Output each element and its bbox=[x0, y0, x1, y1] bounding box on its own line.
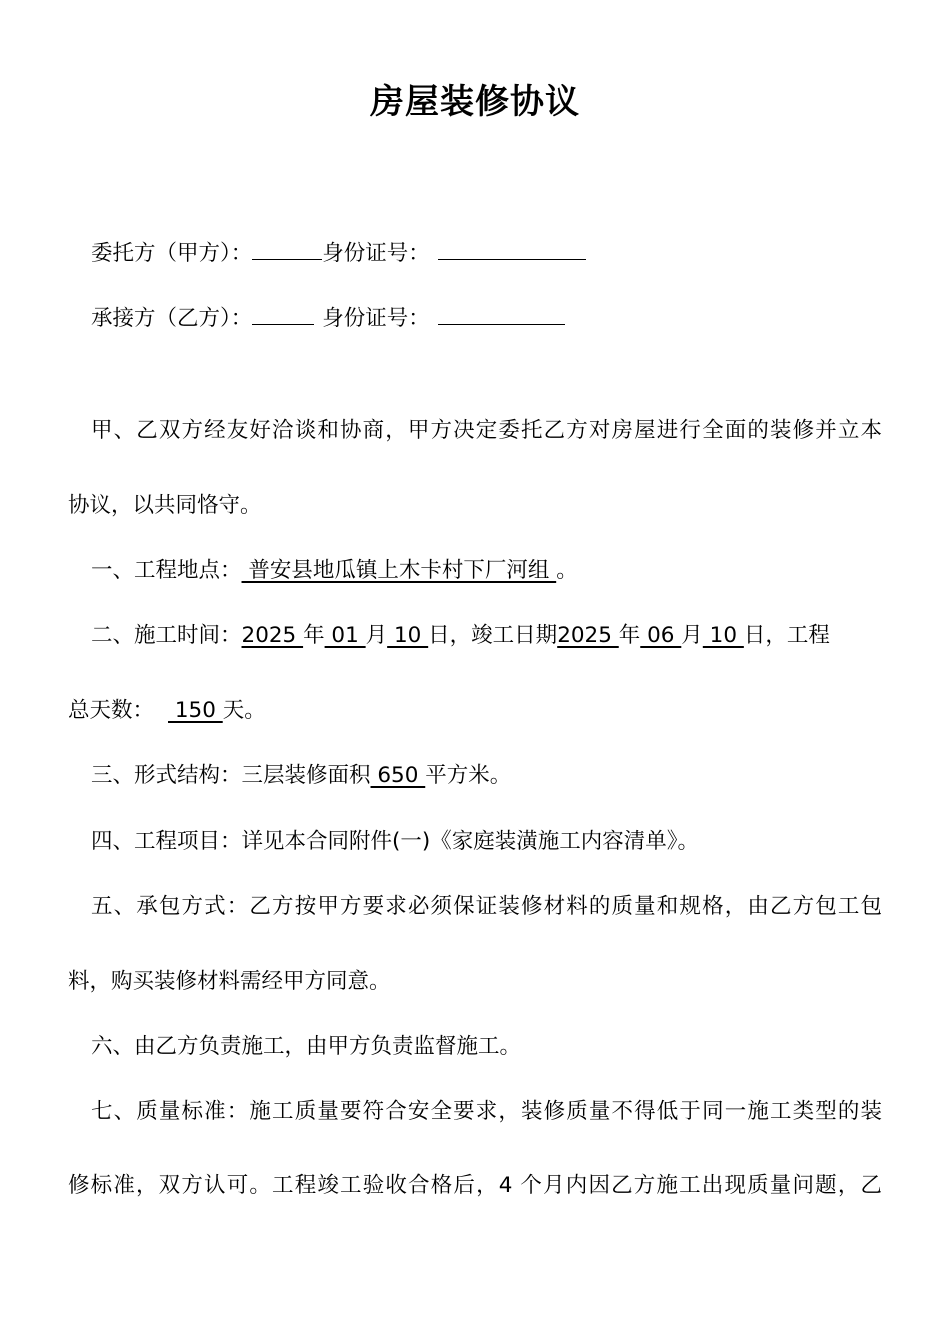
clause-1-prefix: 一、工程地点： bbox=[91, 558, 242, 583]
party-b-id-blank[interactable] bbox=[438, 302, 565, 325]
end-day: 10 bbox=[702, 623, 744, 648]
end-year: 2025 bbox=[557, 623, 619, 648]
end-month-unit: 月 bbox=[681, 623, 703, 648]
party-a-id-blank[interactable] bbox=[438, 237, 586, 260]
party-b-line bbox=[91, 302, 565, 333]
clause-5-line-2: 料，购买装修材料需经甲方同意。 bbox=[68, 969, 391, 994]
total-days-label: 总天数： bbox=[68, 698, 155, 723]
start-day-unit: 日，竣工日期 bbox=[428, 623, 558, 648]
clause-1-suffix: 。 bbox=[556, 558, 578, 583]
clause-7-line-2: 修标准，双方认可。工程竣工验收合格后，4 个月内因乙方施工出现质量问题，乙 bbox=[68, 1173, 882, 1198]
clause-6-supervision: 六、由乙方负责施工，由甲方负责监督施工。 bbox=[91, 1034, 522, 1059]
end-month: 06 bbox=[640, 623, 682, 648]
clause-1-location bbox=[91, 557, 578, 585]
party-a-line bbox=[91, 237, 586, 268]
party-a-id-label: 身份证号： bbox=[322, 241, 430, 266]
clause-3-structure bbox=[91, 762, 511, 790]
party-b-id-label: 身份证号： bbox=[322, 306, 430, 331]
clause-3-suffix: 平方米。 bbox=[425, 763, 512, 788]
party-b-name-blank[interactable] bbox=[252, 302, 314, 325]
clause-3-prefix: 三、形式结构：三层装修面积 bbox=[91, 763, 371, 788]
clause-2-days bbox=[68, 697, 266, 725]
party-a-name-blank[interactable] bbox=[252, 237, 322, 260]
end-day-unit: 日，工程 bbox=[743, 623, 830, 648]
location-value: 普安县地瓜镇上木卡村下厂河组 bbox=[241, 558, 557, 583]
total-days-value: 150 bbox=[168, 698, 223, 723]
clause-2-time bbox=[91, 622, 882, 650]
party-b-label: 承接方（乙方）： bbox=[91, 306, 253, 331]
clause-4-items: 四、工程项目：详见本合同附件(一)《家庭装潢施工内容清单》。 bbox=[91, 829, 700, 854]
start-year-unit: 年 bbox=[303, 623, 325, 648]
total-days-unit: 天。 bbox=[222, 698, 266, 723]
start-month-unit: 月 bbox=[365, 623, 388, 648]
start-year: 2025 bbox=[241, 623, 304, 648]
start-month: 01 bbox=[324, 623, 366, 648]
party-a-label: 委托方（甲方）： bbox=[91, 241, 253, 266]
intro-line-1: 甲、乙双方经友好洽谈和协商，甲方决定委托乙方对房屋进行全面的装修并立本 bbox=[91, 418, 882, 443]
document-title: 房屋装修协议 bbox=[370, 82, 580, 122]
clause-2-prefix: 二、施工时间： bbox=[91, 623, 242, 648]
end-year-unit: 年 bbox=[618, 623, 641, 648]
start-day: 10 bbox=[387, 623, 429, 648]
clause-5-line-1: 五、承包方式：乙方按甲方要求必须保证装修材料的质量和规格，由乙方包工包 bbox=[91, 894, 882, 919]
intro-line-2: 协议，以共同恪守。 bbox=[68, 493, 262, 518]
area-value: 650 bbox=[370, 763, 426, 788]
clause-7-line-1: 七、质量标准：施工质量要符合安全要求，装修质量不得低于同一施工类型的装 bbox=[91, 1099, 882, 1124]
